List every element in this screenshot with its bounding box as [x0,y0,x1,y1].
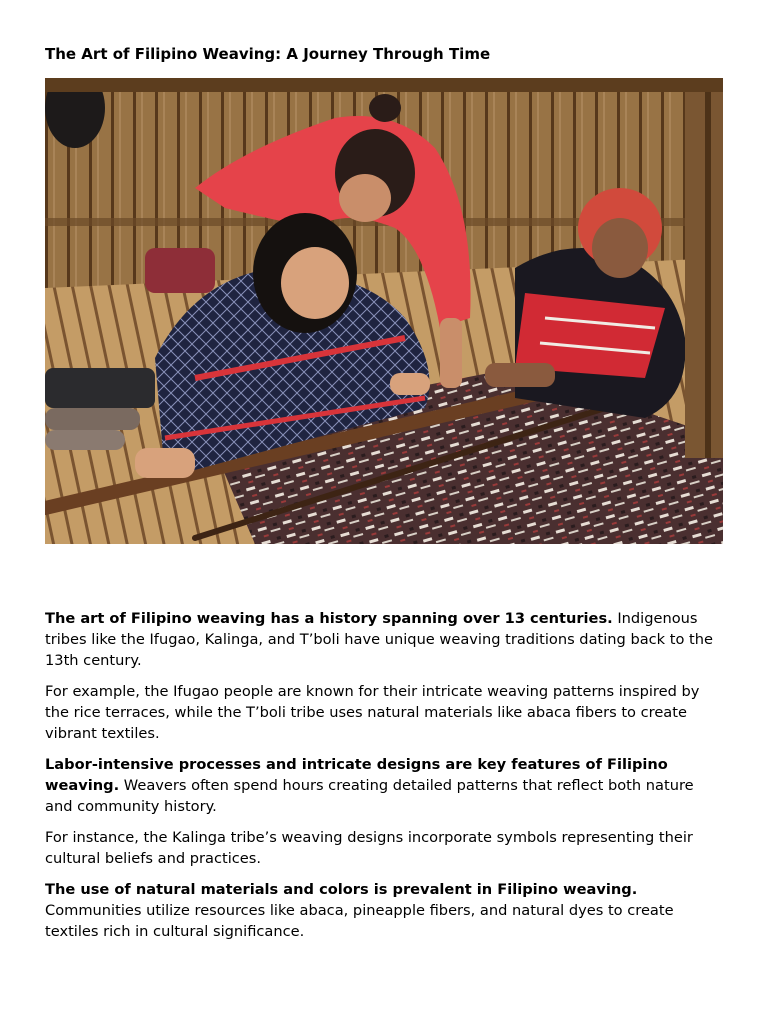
paragraph-1-lead: The art of Filipino weaving has a history spanning over 13 centuries. [45,610,613,627]
weaving-photo [45,78,723,544]
paragraph-2-text: For example, the Ifugao people are known for their intricate weaving patterns inspired by the rice terraces, while the T’boli tribe uses natural materials like abaca fibers to create vibrant textiles. [45,683,700,742]
paragraph-5-lead: The use of natural materials and colors is prevalent in Filipino weaving. [45,881,638,898]
paragraph-3 [45,754,725,817]
paragraph-5-text: Communities utilize resources like abaca, pineapple fibers, and natural dyes to create textiles rich in cultural significance. [45,902,674,940]
paragraph-1-text: Indigenous tribes like the Ifugao, Kalinga, and T’boli have unique weaving traditions dating back to the 13th century. [45,610,714,669]
article-body [45,608,725,952]
page-title: The Art of Filipino Weaving: A Journey Through Time [45,45,491,63]
paragraph-2 [45,681,725,744]
paragraph-5 [45,879,725,942]
paragraph-4-text: For instance, the Kalinga tribe’s weaving designs incorporate symbols representing their cultural beliefs and practices. [45,829,693,867]
paragraph-3-text: Weavers often spend hours creating detailed patterns that reflect both nature and community history. [45,777,694,815]
paragraph-1 [45,608,725,671]
paragraph-4 [45,827,725,869]
paragraph-3-lead: Labor-intensive processes and intricate designs are key features of Filipino weaving. [45,756,668,794]
